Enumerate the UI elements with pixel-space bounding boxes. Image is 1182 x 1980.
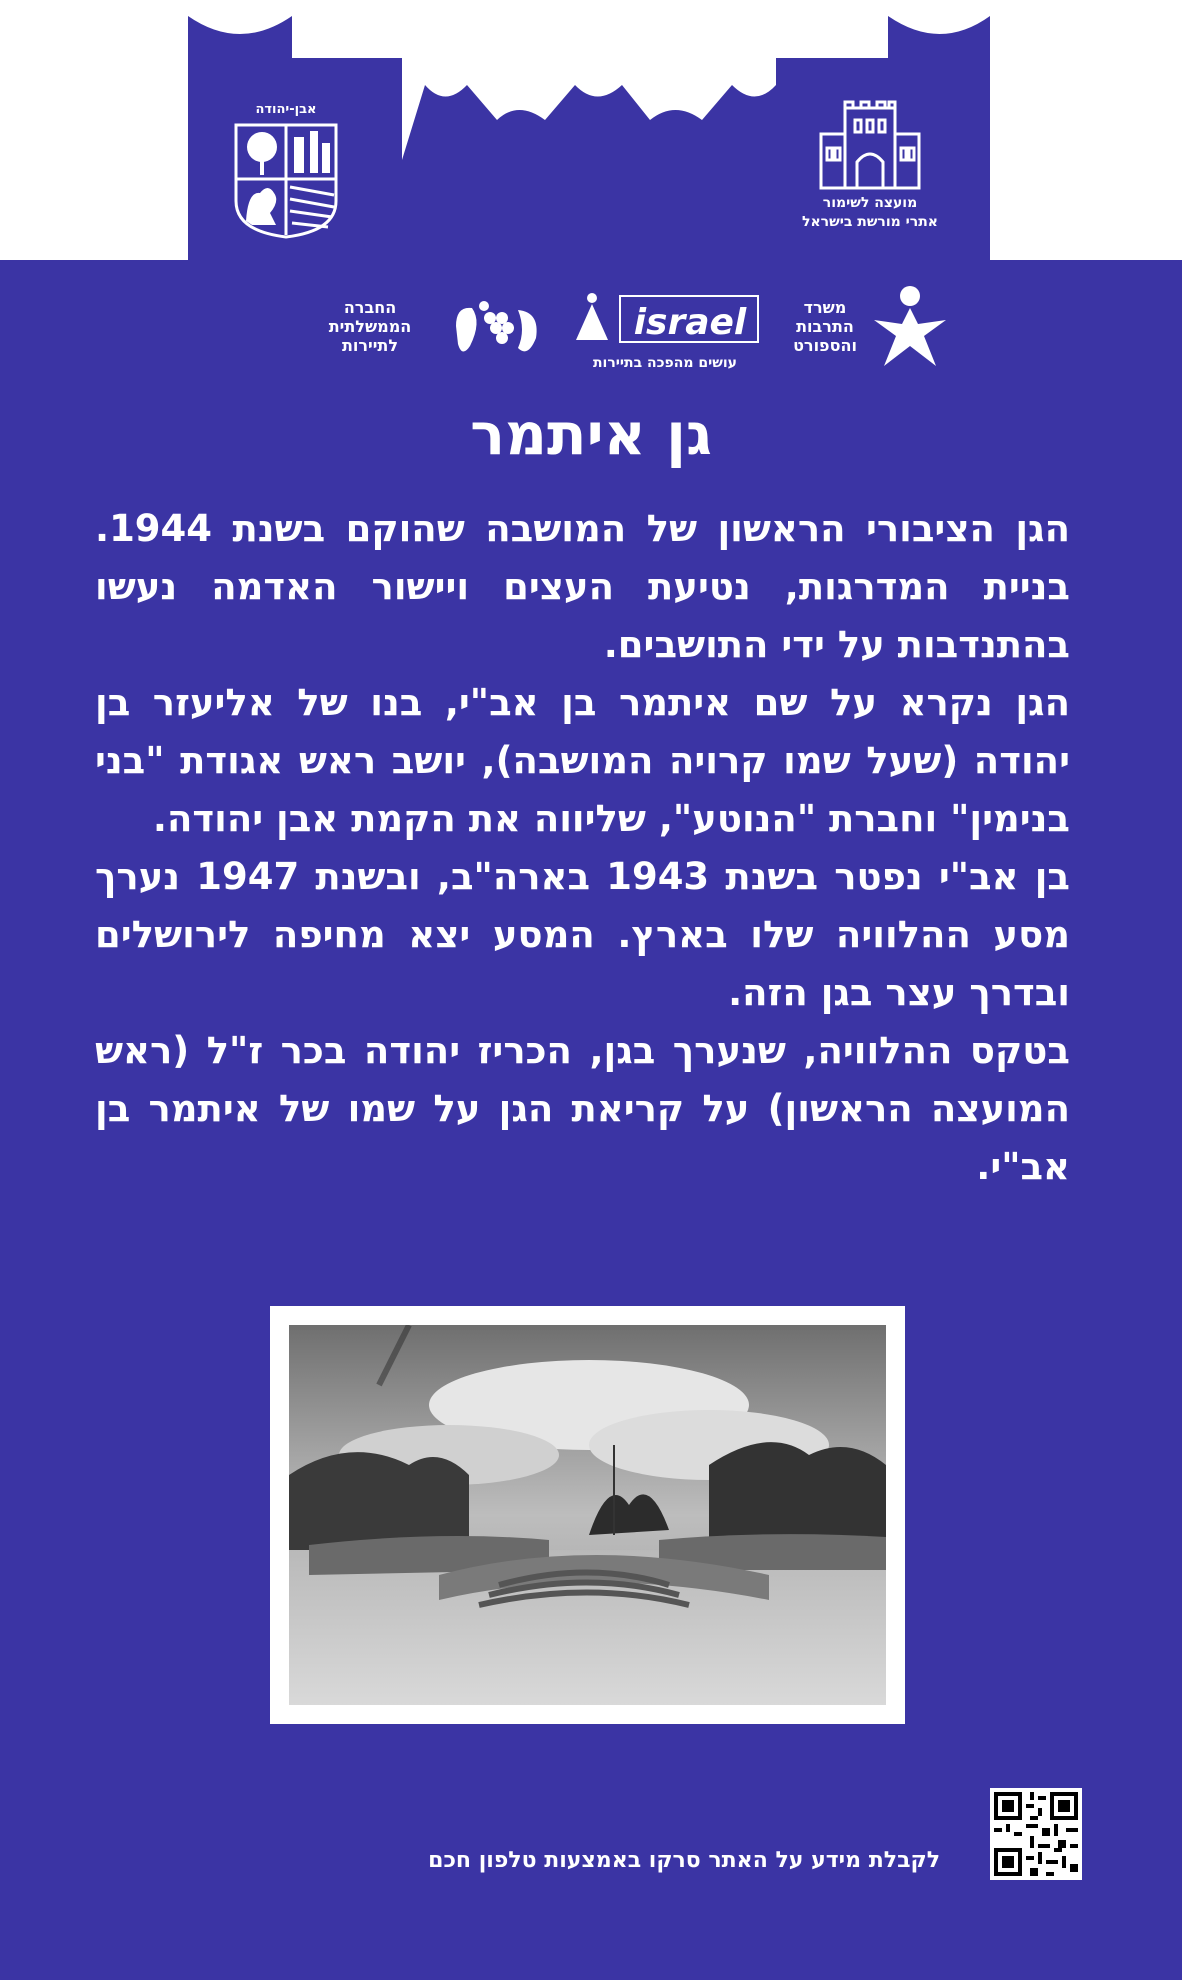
heritage-label-1: מועצה לשימור [822, 195, 918, 211]
heritage-label-2: אתרי מורשת בישראל [802, 214, 938, 230]
footer-instruction: לקבלת מידע על האתר סרקו באמצעות טלפון חכם [428, 1848, 940, 1873]
city-name-label: אבן-יהודה [255, 102, 317, 117]
tourism-company-line-1: החברה [343, 298, 397, 317]
culture-ministry-logo [790, 284, 960, 374]
paragraph: בטקס ההלוויה, שנערך בגן, הכריז יהודה בכר ז"ל (ראש המועצה הראשון) על קריאת הגן על שמו של איתמר בן אב"י. [95, 1029, 1070, 1188]
tourism-company-line-2: הממשלתית [328, 317, 412, 336]
paragraph: הגן נקרא על שם איתמר בן אב"י, בנו של אליעזר בן יהודה (שעל שמו קרויה המושבה), יושב ראש אגודת "בני בנימין" וחברת "הנוטע", שליווה את הקמת אבן יהודה. [95, 681, 1070, 840]
star-person-icon [870, 284, 950, 370]
tourism-company-logo [320, 292, 550, 372]
israel-tourism-logo [570, 290, 760, 370]
historic-garden-photo [289, 1325, 886, 1705]
israel-tourism-logo-icon [570, 290, 760, 348]
ministry-line-1: משרד [803, 298, 847, 317]
israel-wordmark: israel [633, 302, 747, 343]
paragraph: הגן הציבורי הראשון של המושבה שהוקם בשנת 1944. בניית המדרגות, נטיעת העצים ויישור האדמה נעשו בהתנדבות על ידי התושבים. [95, 507, 1070, 666]
heritage-building-icon [815, 100, 925, 190]
qr-code-icon[interactable] [990, 1788, 1082, 1880]
photo-frame [270, 1306, 905, 1724]
israel-tourism-tagline: עושים מהפכה בתיירות [592, 355, 737, 371]
tourism-company-line-3: לתיירות [341, 336, 399, 355]
ministry-line-3: והספורט [793, 336, 857, 355]
ministry-line-2: התרבות [796, 317, 854, 336]
heritage-council-logo [790, 100, 950, 240]
body-text [95, 500, 1070, 1196]
page-title: גן איתמר [470, 400, 712, 468]
paragraph: בן אב"י נפטר בשנת 1943 בארה"ב, ובשנת 1947 נערך מסע ההלוויה שלו בארץ. המסע יצא מחיפה לירושלים ובדרך עצר בגן הזה. [95, 855, 1070, 1014]
even-yehuda-crest [230, 100, 342, 240]
grapes-leaf-icon [452, 296, 542, 366]
even-yehuda-coat-of-arms-icon [230, 121, 342, 239]
